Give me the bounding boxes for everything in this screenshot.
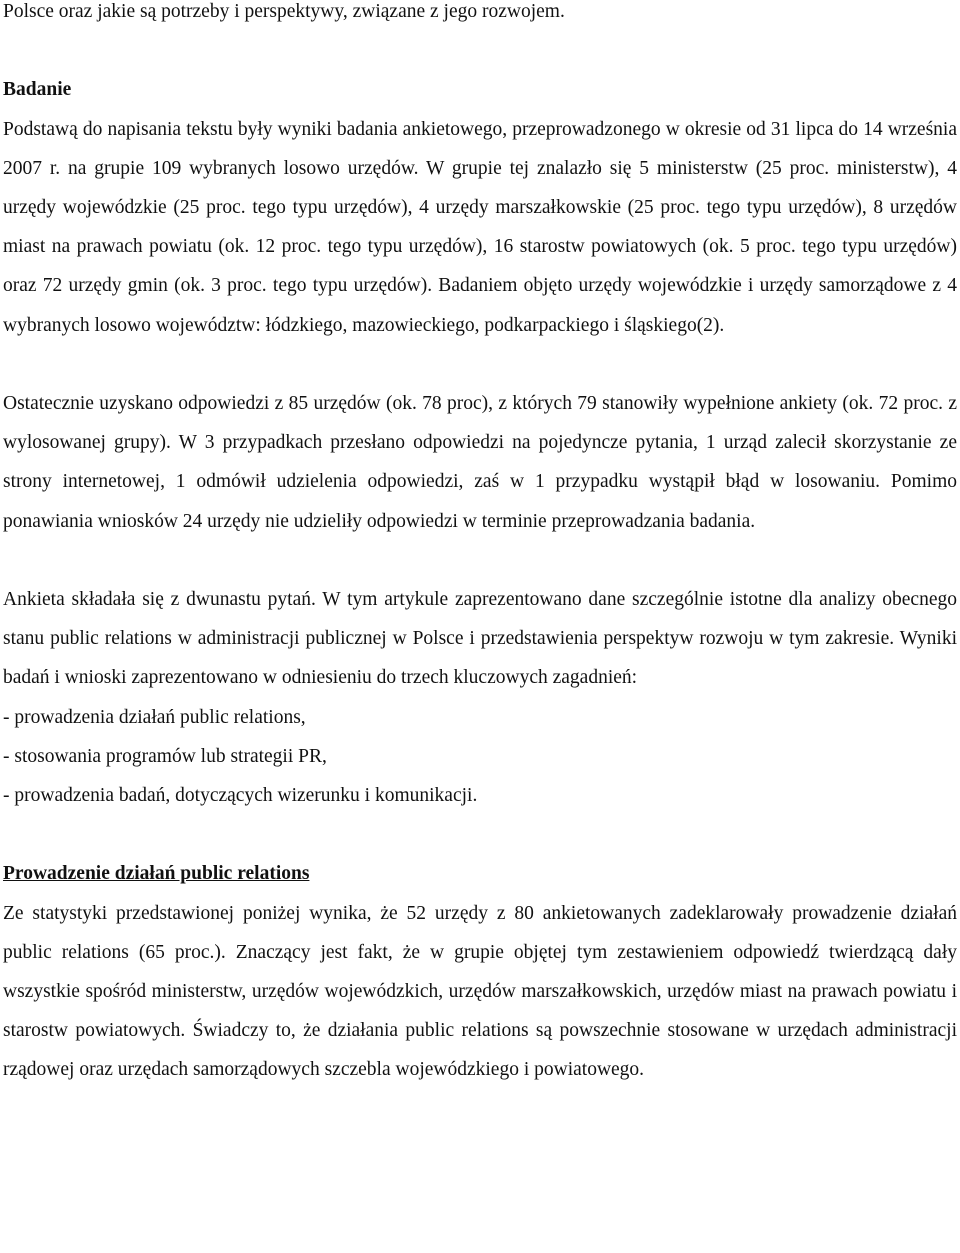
- list-item: - stosowania programów lub strategii PR,: [3, 745, 327, 767]
- paragraph-pr: Ze statystyki przedstawionej poniżej wynika, że 52 urzędy z 80 ankietowanych zadeklarowały prowadzenie działań public relations (65 proc.). Znaczący jest fakt, że w grupie objętej tym zestawieniem odpowiedź twierdzącą dały wszystkie spośród ministerstw, urzędów wojewódzkich, urzędów marszałkowskich, urzędów miast na prawach powiatu i starostw powiatowych. Świadczy to, że działania public relations są powszechnie stosowane w urzędach administracji rządowej oraz urzędach samorządowych szczebla wojewódzkiego i powiatowego.: [3, 902, 957, 1081]
- intro-line: Polsce oraz jakie są potrzeby i perspektywy, związane z jego rozwojem.: [3, 1, 565, 22]
- document-page: [3, 0, 957, 1090]
- paragraph-badanie-1: Podstawą do napisania tekstu były wyniki badania ankietowego, przeprowadzonego w okresie od 31 lipca do 14 września 2007 r. na grupie 109 wybranych losowo urzędów. W grupie tej znalazło się 5 ministerstw (25 proc. ministerstw), 4 urzędy wojewódzkie (25 proc. tego typu urzędów), 4 urzędy marszałkowskie (25 proc. tego typu urzędów), 8 urzędów miast na prawach powiatu (ok. 12 proc. tego typu urzędów), 16 starostw powiatowych (ok. 5 proc. tego typu urzędów) oraz 72 urzędy gmin (ok. 3 proc. tego typu urzędów). Badaniem objęto urzędy wojewódzkie i urzędy samorządowe z 4 wybranych losowo województw: łódzkiego, mazowieckiego, podkarpackiego i śląskiego(2).: [3, 118, 957, 336]
- section-heading-badanie: Badanie: [3, 79, 72, 101]
- section-heading-pr: Prowadzenie działań public relations: [3, 863, 310, 885]
- spacer: [3, 815, 957, 854]
- list-item: - prowadzenia działań public relations,: [3, 706, 306, 728]
- list-item: - prowadzenia badań, dotyczących wizerunku i komunikacji.: [3, 785, 478, 807]
- spacer: [3, 31, 957, 70]
- paragraph-badanie-3: Ankieta składała się z dwunastu pytań. W tym artykule zaprezentowano dane szczególnie istotne dla analizy obecnego stanu public relations w administracji publicznej w Polsce i przedstawienia perspektyw rozwoju w tym zakresie. Wyniki badań i wnioski zaprezentowano w odniesieniu do trzech kluczowych zagadnień:: [3, 589, 957, 689]
- paragraph-badanie-2: Ostatecznie uzyskano odpowiedzi z 85 urzędów (ok. 78 proc), z których 79 stanowiły wypełnione ankiety (ok. 72 proc. z wylosowanej grupy). W 3 przypadkach przesłano odpowiedzi na pojedyncze pytania, 1 urząd zalecił skorzystanie ze strony internetowej, 1 odmówił udzielenia odpowiedzi, zaś w 1 przypadku wystąpił błąd w losowaniu. Pomimo ponawiania wniosków 24 urzędy nie udzieliły odpowiedzi w terminie przeprowadzania badania.: [3, 393, 957, 532]
- spacer: [3, 541, 957, 580]
- spacer: [3, 345, 957, 384]
